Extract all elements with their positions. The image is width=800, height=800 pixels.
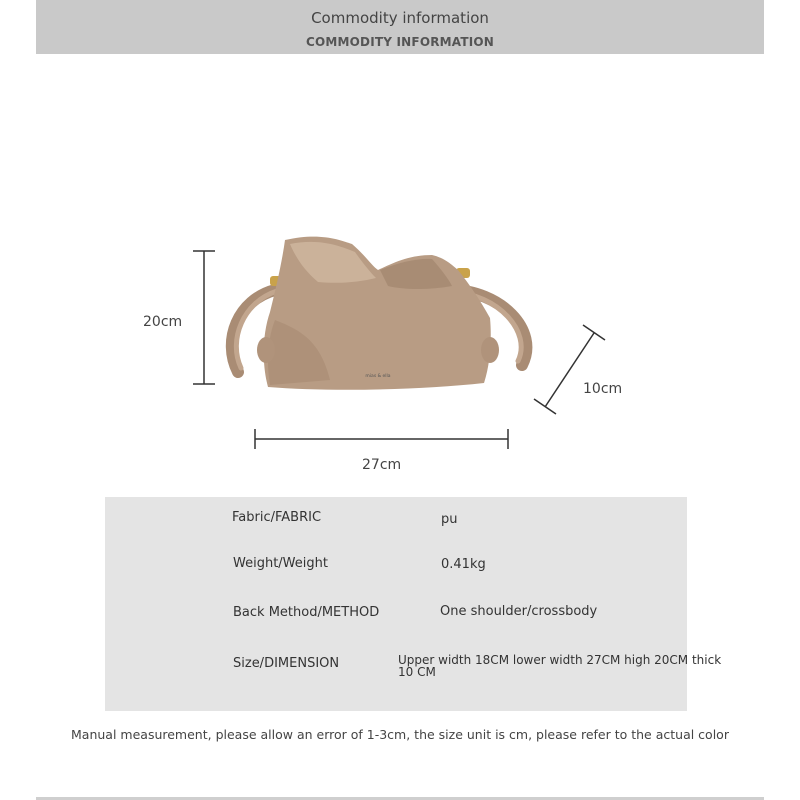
width-label: 27cm [362, 457, 402, 473]
spec-label-method: Back Method/METHOD [233, 605, 380, 620]
header-subtitle: COMMODITY INFORMATION [305, 35, 495, 49]
spec-value-weight: 0.41kg [441, 557, 486, 572]
header-title: Commodity information [311, 9, 489, 27]
spec-label-dimension: Size/DIMENSION [233, 656, 340, 671]
width-dimension-line [255, 429, 508, 449]
spec-label-weight: Weight/Weight [233, 556, 328, 571]
bag-brand-mark: mias & ella [365, 374, 391, 379]
thickness-dimension-line [534, 325, 605, 414]
spec-value-fabric: pu [441, 512, 458, 527]
spec-label-fabric: Fabric/FABRIC [232, 510, 322, 525]
spec-table [105, 497, 722, 711]
thickness-label: 10cm [583, 381, 623, 397]
measurement-note: Manual measurement, please allow an error of 1-3cm, the size unit is cm, please refer to the actual color [71, 727, 729, 742]
bag-body [264, 237, 491, 390]
spec-value-method: One shoulder/crossbody [440, 604, 598, 619]
height-label: 20cm [143, 314, 183, 330]
height-dimension-line [193, 251, 215, 384]
spec-value-dimension: Upper width 18CM lower width 27CM high 20CM thick 10 CM [398, 653, 722, 679]
